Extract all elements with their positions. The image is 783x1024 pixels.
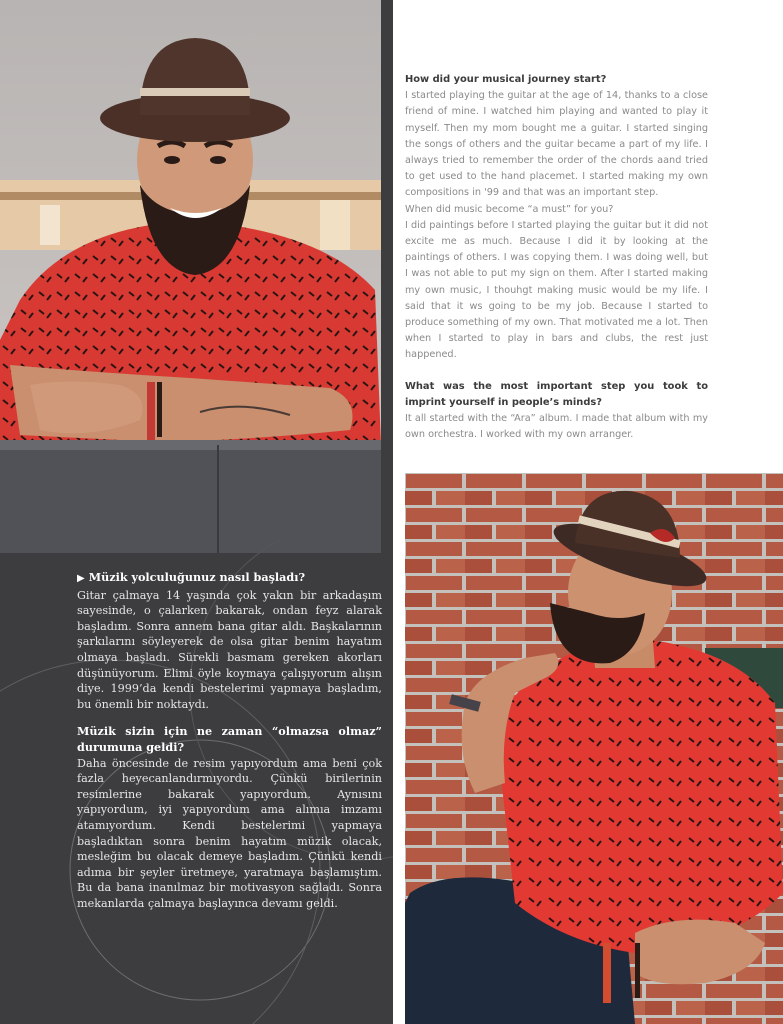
triangle-right-icon: ▶ — [77, 573, 85, 584]
turkish-answer-1: Gitar çalmaya 14 yaşında çok yakın bir arkadaşım sayesinde, o çalarken bakarak, ondan feyz alarak başladım. Sonra annem bana gitar aldı. Başkalarının şarkılarını söyleyerek de olsa gitar benim hayatım olmaya başladı. Sürekli basmam gereken akorları düşünüyorum. Elimi öyle koymaya çalışıyorum alışın diye. 1999’da kendi bestelerimi yapmaya başladım, bu önemli bir noktaydı. — [77, 588, 382, 711]
turkish-question-1 — [77, 570, 382, 587]
man-in-hat-leaning-image — [0, 0, 381, 553]
turkish-interview-text — [77, 570, 382, 911]
english-question-2: When did music become “a must” for you? — [405, 203, 614, 215]
english-answer-3: It all started with the “Ara” album. I made that album with my own orchestra. I worked with my own arranger. — [405, 413, 708, 441]
turkish-answer-2: Daha öncesinde de resim yapıyordum ama beni çok fazla heyecanlandırmıyordu. Çünkü birilerinin resimlerine bakarak yapıyordum. Aynısını yapıyordum, iyi yapıyordum ama alımıa imzamı atamıyordum. Kendi bestelerimi yapmaya başladıktan sonra benim hayatım müzik olacak, mesleğim bu olacak demeye başladım. Çünkü kendi adıma bir şeyler üretmeye, yaratmaya başlamıştım. Bu da bana inanılmaz bir motivasyon sağladı. Sonra mekanlarda çalmaya başlayınca devamı geldi. — [77, 756, 382, 910]
english-question-1: How did your musical journey start? — [405, 74, 607, 85]
turkish-question-1-text: Müzik yolculuğunuz nasıl başladı? — [88, 570, 306, 584]
turkish-question-2: Müzik sizin için ne zaman “olmazsa olmaz” durumuna geldi? — [77, 724, 382, 754]
portrait-photo-bottom — [405, 473, 783, 1024]
english-answer-1: I started playing the guitar at the age of 14, thanks to a close friend of mine. I watched him playing and wanted to play it myself. Then my mom bought me a guitar. I started singing the songs of others and the guitar became a part of my life. I always tried to remember the order of the chords aand tried to get used to the hand placemet. I started making my own compositions in '99 and that was an important step. — [405, 90, 708, 199]
man-in-hat-sitting-image — [405, 473, 783, 1024]
portrait-photo-top — [0, 0, 381, 553]
english-answer-2: I did paintings before I started playing the guitar but it did not excite me as much. Because I did it by looking at the paintings of others. I was copying them. I was doing well, but I was not able to put my sign on them. After I started making my own music, I thouhgt making music would be my life. I said that it ws going to be my job. Because I started to produce something of my own. That motivated me a lot. Then when I started to play in bars and clubs, the rest just happened. — [405, 219, 708, 361]
english-question-3: What was the most important step you took to imprint yourself in people’s minds? — [405, 380, 708, 408]
english-interview-text — [405, 72, 708, 443]
